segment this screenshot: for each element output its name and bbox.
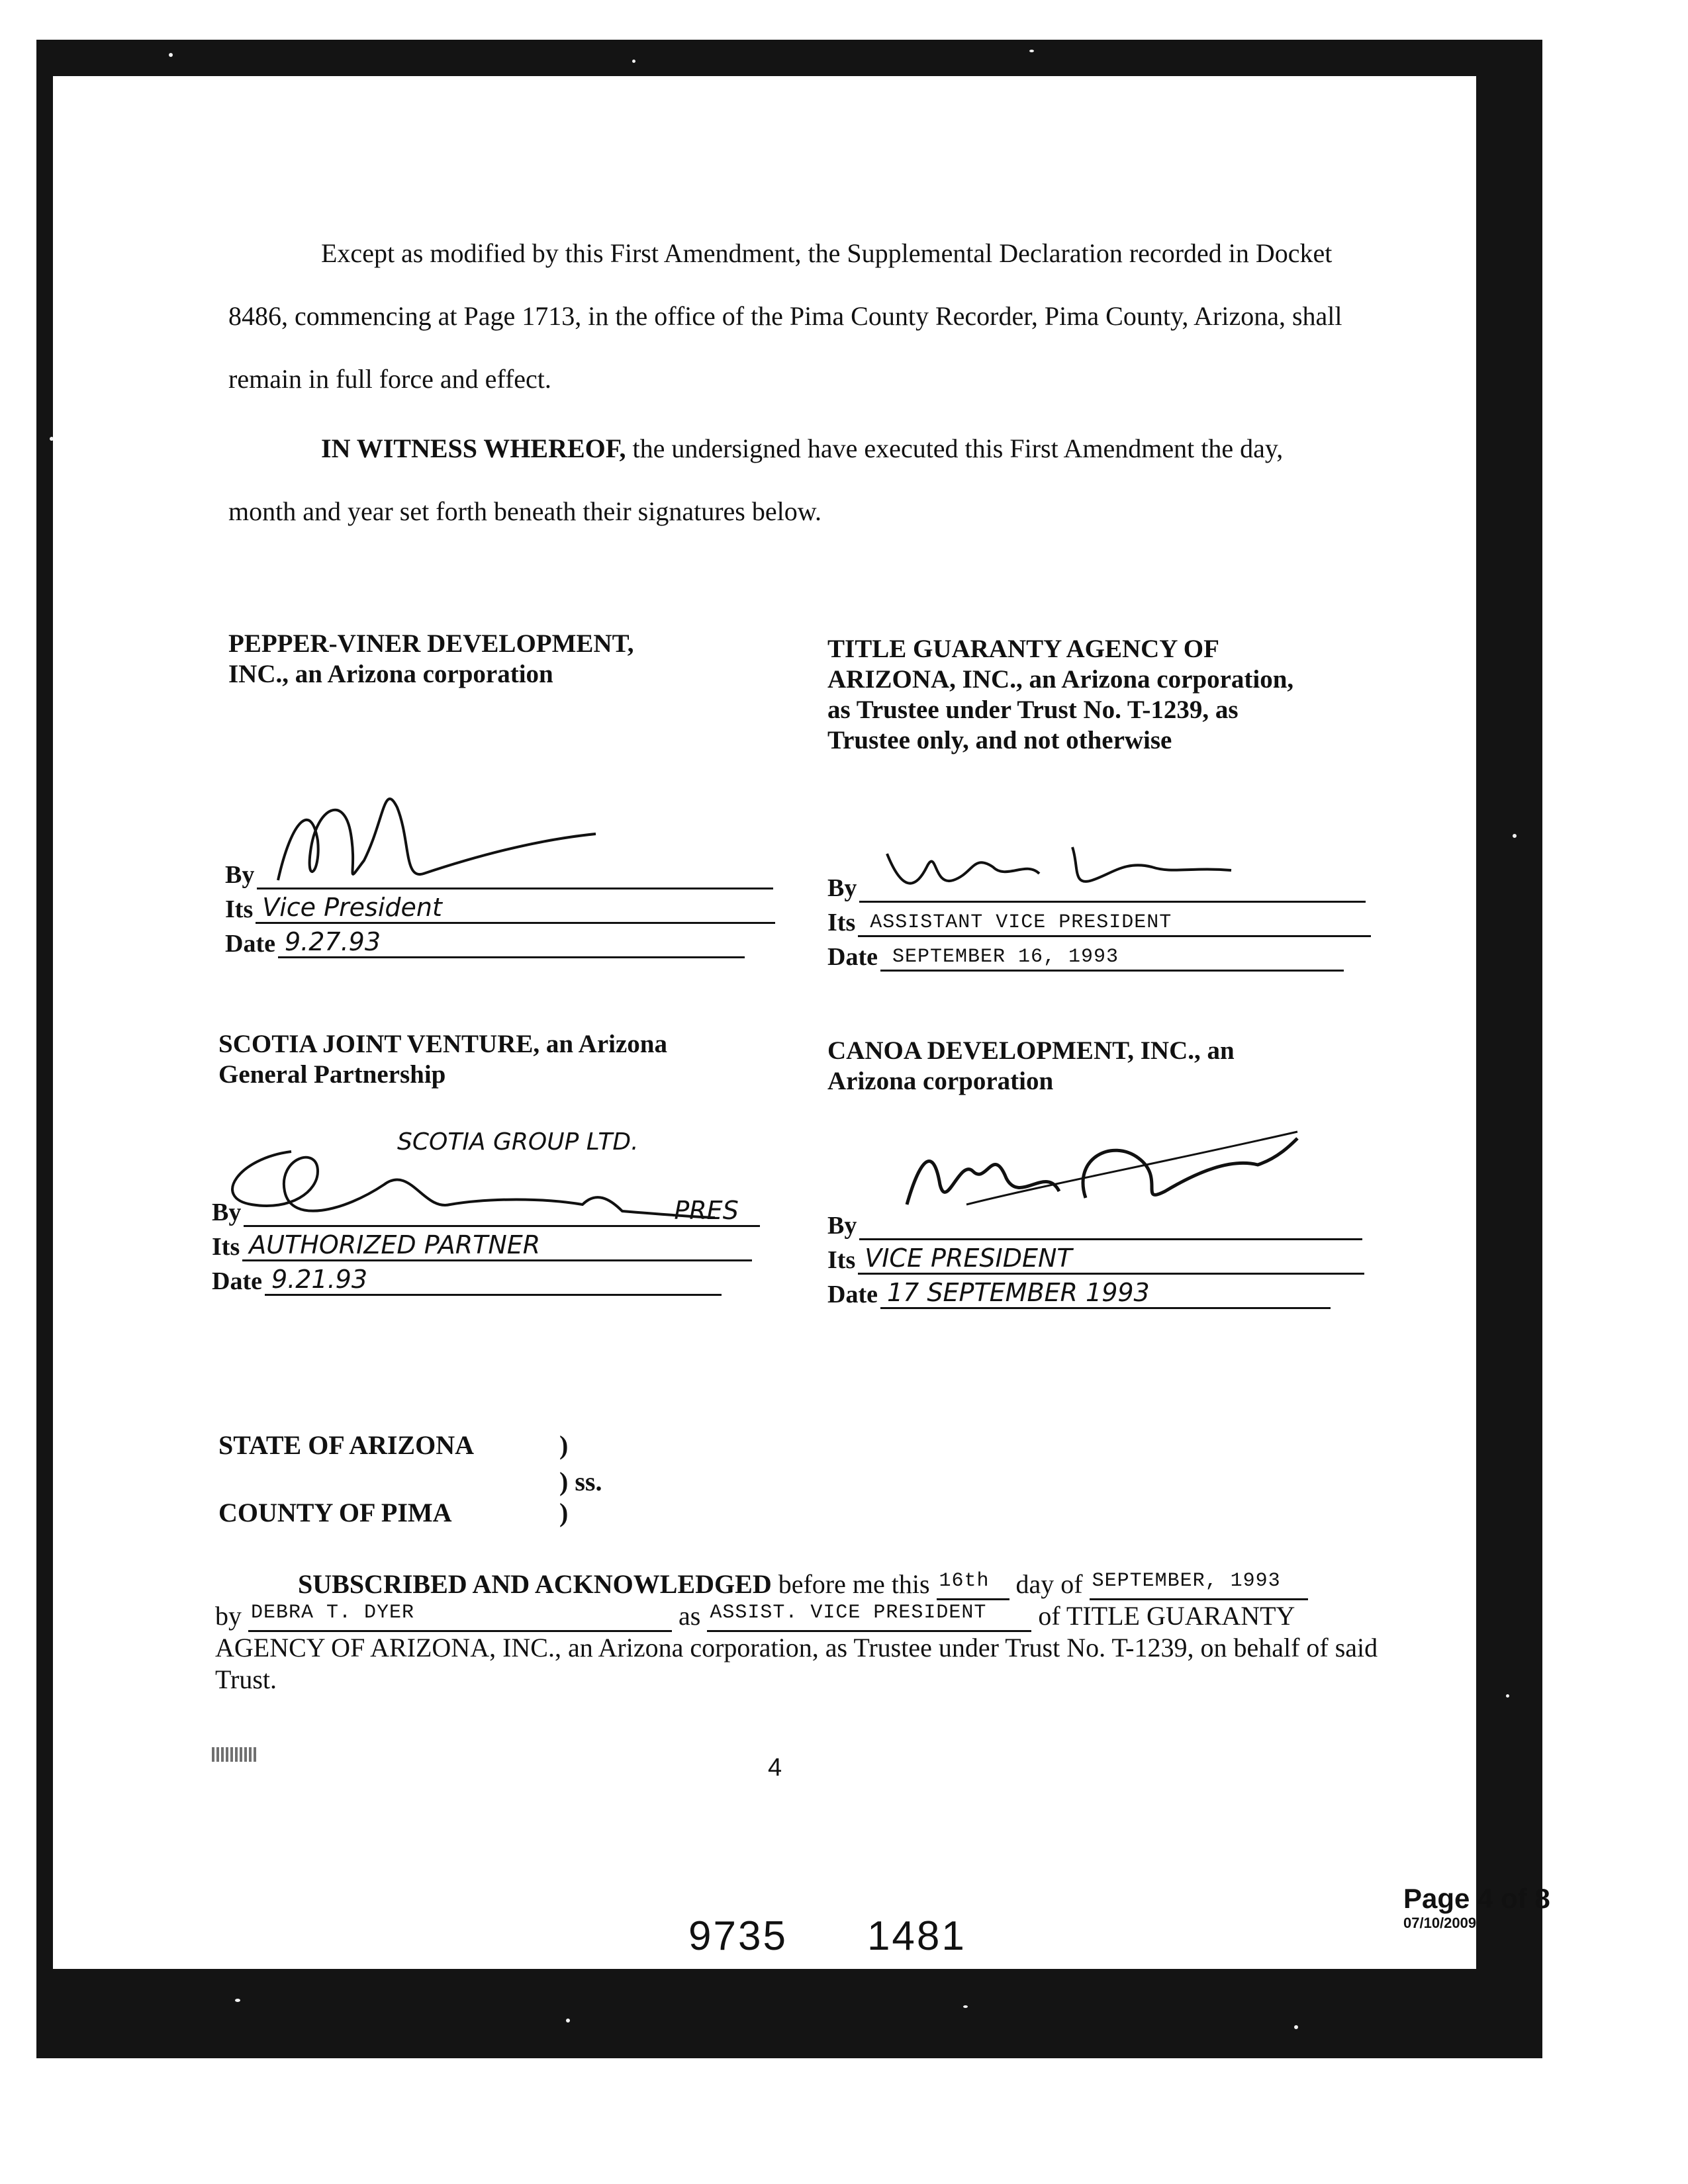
acknowledgment [215,1569,1380,1696]
scotia-by-row: By PRES [212,1198,760,1227]
its-value: VICE PRESIDENT [865,1244,1072,1273]
by-signature-line [257,864,773,889]
venue-county: COUNTY OF PIMA [218,1498,452,1527]
venue-ss: ) ss. [559,1467,602,1496]
party-name: TITLE GUARANTY AGENCY OF [827,635,1219,663]
by-signature-line [859,877,1366,903]
party-description-3: Trustee only, and not otherwise [827,726,1172,754]
its-value: AUTHORIZED PARTNER [249,1230,541,1259]
its-line [858,1244,1364,1275]
party-name: SCOTIA JOINT VENTURE, [218,1030,540,1058]
venue-paren-bottom: ) [559,1498,569,1527]
ack-line-3: AGENCY OF ARIZONA, INC., an Arizona corporation, as Trustee under Trust No. T-1239, on behalf of said Trust. [215,1633,1378,1694]
its-value: Vice President [262,893,442,922]
date-line [880,1278,1331,1309]
title-its-row: Its ASSISTANT VICE PRESIDENT [827,908,1371,937]
pepper-date-row: Date 9.27.93 [225,929,745,958]
party-description: INC., an Arizona corporation [228,660,553,688]
canoa-date-row: Date 17 SEPTEMBER 1993 [827,1280,1331,1309]
its-line [242,1230,752,1261]
paragraph-amendment: Except as modified by this First Amendment, the Supplemental Declaration recorded in Docket 8486, commencing at Page 1713, in the office of the Pima County Recorder, Pima County, Arizona, shall remain in full force and effect. [228,238,1342,394]
by-suffix: PRES [674,1196,739,1225]
venue-state: STATE OF ARIZONA [218,1430,474,1460]
party-description: General Partnership [218,1060,446,1089]
date-value: SEPTEMBER 16, 1993 [892,946,1119,968]
date-value: 9.21.93 [271,1265,368,1294]
paragraph-witness: IN WITNESS WHEREOF, the undersigned have executed this First Amendment the day, month and year set forth beneath their signatures below. [228,433,1284,526]
pepper-its-row: Its Vice President [225,895,775,924]
party-pepper-viner [228,629,633,690]
scotia-its-row: Its AUTHORIZED PARTNER [212,1232,752,1261]
ack-name-blank: DEBRA T. DYER [248,1604,672,1632]
date-line [278,927,745,958]
party-name: CANOA DEVELOPMENT, INC., [827,1036,1201,1065]
ack-line-2: by DEBRA T. DYER as ASSIST. VICE PRESIDENT of TITLE GUARANTY [215,1601,1295,1631]
docket-number: 9735 1481 [688,1913,966,1959]
its-line [256,893,775,924]
scotia-date-row: Date 9.21.93 [212,1267,722,1296]
its-value: ASSISTANT VICE PRESIDENT [870,911,1172,934]
pepper-by-row: By [225,860,773,889]
party-description-2: as Trustee under Trust No. T-1239, as [827,696,1239,724]
page-number: 4 [768,1754,782,1782]
date-line [265,1265,722,1296]
title-by-row: By [827,874,1366,903]
page-info: Page 4 of 8 07/10/2009 [1403,1883,1550,1931]
party-scotia: SCOTIA JOINT VENTURE, an Arizona General Partnership [218,1030,667,1089]
title-date-row: Date SEPTEMBER 16, 1993 [827,942,1344,972]
canoa-its-row: Its VICE PRESIDENT [827,1246,1364,1275]
its-line [858,911,1371,937]
date-value: 9.27.93 [284,927,381,956]
by-signature-line [859,1214,1362,1240]
party-description: Arizona corporation [827,1067,1054,1095]
date-value: 17 SEPTEMBER 1993 [886,1278,1150,1307]
party-name: PEPPER-VINER DEVELOPMENT, [228,629,634,658]
canoa-by-row: By [827,1211,1362,1240]
ack-month-blank: SEPTEMBER, 1993 [1090,1572,1308,1600]
form-number-stamp [212,1747,258,1762]
ack-day-blank: 16th [937,1572,1009,1600]
ack-line-1: SUBSCRIBED AND ACKNOWLEDGED before me this 16th day of SEPTEMBER, 1993 [215,1569,1380,1600]
scotia-by-note: SCOTIA GROUP LTD. [397,1128,639,1156]
by-signature-line [244,1196,760,1227]
date-line [880,946,1344,972]
ack-role-blank: ASSIST. VICE PRESIDENT [707,1604,1031,1632]
party-title-guaranty [827,634,1293,756]
party-canoa: CANOA DEVELOPMENT, INC., an Arizona corporation [827,1036,1235,1095]
party-description-1: ARIZONA, INC., an Arizona corporation, [827,665,1294,694]
venue-paren-top: ) [559,1430,569,1460]
